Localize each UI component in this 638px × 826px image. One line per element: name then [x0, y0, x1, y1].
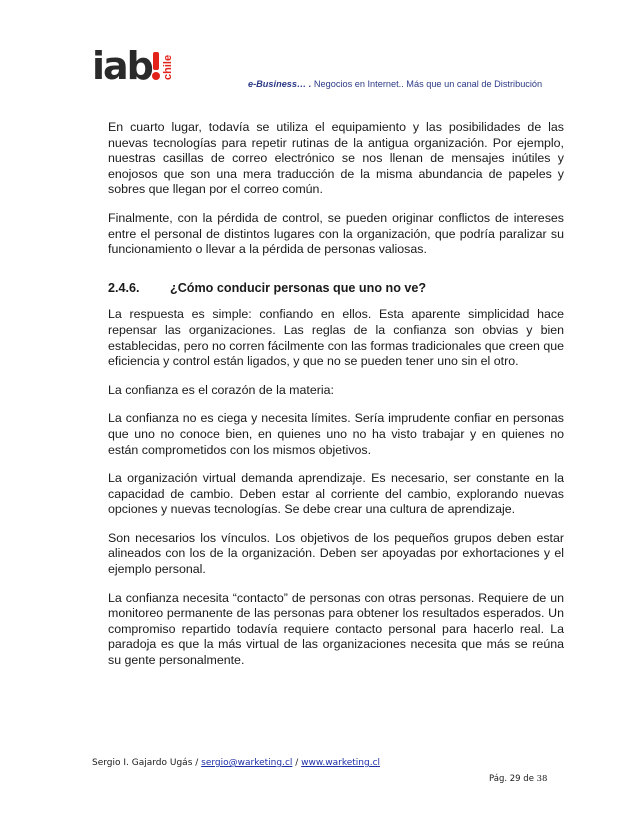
page-of-label: de — [523, 774, 534, 784]
logo-exclamation-dot — [152, 72, 160, 80]
page-label: Pág. — [489, 774, 508, 784]
header-rest: Negocios en Internet.. Más que un canal de Distribución — [311, 79, 543, 89]
running-header — [248, 79, 578, 89]
page-current: 29 — [509, 774, 521, 784]
paragraph: En cuarto lugar, todavía se utiliza el equipamiento y las posibilidades de las nuevas tecnologías para repetir rutinas de la antigua organización. Por ejemplo, nuestras casillas de correo electrónico se nos llenan de mensajes inútiles y enojosos que son una mera traducción de la misma abundancia de papeles y sobres que llegan por el correo común. — [108, 120, 564, 197]
page-number — [489, 774, 547, 784]
page-total: 38 — [536, 774, 548, 784]
author-name: Sergio I. Gajardo Ugás / — [92, 758, 202, 768]
email-link[interactable]: sergio@warketing.cl — [201, 758, 293, 768]
header-bold: e-Business… . — [248, 79, 312, 89]
logo-text: iab — [92, 44, 152, 88]
logo-subtext: chile — [162, 54, 174, 80]
paragraph: Son necesarios los vínculos. Los objetivos de los pequeños grupos deben estar alineados con los de la organización. Deben ser apoyadas por exhortaciones y el ejemplo personal. — [108, 530, 564, 577]
footer-author — [92, 758, 380, 768]
paragraph: La organización virtual demanda aprendizaje. Es necesario, ser constante en la capacidad de cambio. Deben estar al corriente del cambio, explorando nuevas opciones y nuevas tecnologías. Se debe crear una cultura de aprendizaje. — [108, 471, 564, 517]
page-body — [108, 120, 564, 682]
paragraph: La confianza no es ciega y necesita límites. Sería imprudente confiar en personas que uno no conoce bien, en quienes uno no ha visto trabajar y en quienes no están comprometidos con los mismos objetivos. — [108, 411, 564, 457]
paragraph: La confianza necesita “contacto” de personas con otras personas. Requiere de un monitoreo permanente de las personas para obtener los resultados esperados. Un compromiso repartido todavía requiere contacto personal para hacerlo real. La paradoja es que la más virtual de las organizaciones necesita que más se reúna su gente personalmente. — [108, 590, 564, 668]
section-title: ¿Cómo conducir personas que uno no ve? — [170, 280, 427, 295]
iab-chile-logo — [92, 44, 172, 90]
section-heading — [108, 281, 564, 297]
website-link[interactable]: www.warketing.cl — [301, 758, 381, 768]
paragraph: La respuesta es simple: confiando en ellos. Esta aparente simplicidad hace repensar las organizaciones. Las reglas de la confianza son obvias y bien establecidas, pero no corren fácilmente con las formas tradicionales que creen que eficiencia y control están ligados, y que no se pueden tener uno sin el otro. — [108, 307, 564, 369]
paragraph: Finalmente, con la pérdida de control, se pueden originar conflictos de intereses entre el personal de distintos lugares con la organización, que podría paralizar su funcionamiento o llevar a la pérdida de personas valiosas. — [108, 210, 564, 257]
footer-separator: / — [292, 758, 302, 768]
paragraph: La confianza es el corazón de la materia: — [108, 382, 334, 397]
logo-exclamation-bar — [153, 52, 159, 70]
section-number: 2.4.6. — [108, 280, 140, 295]
